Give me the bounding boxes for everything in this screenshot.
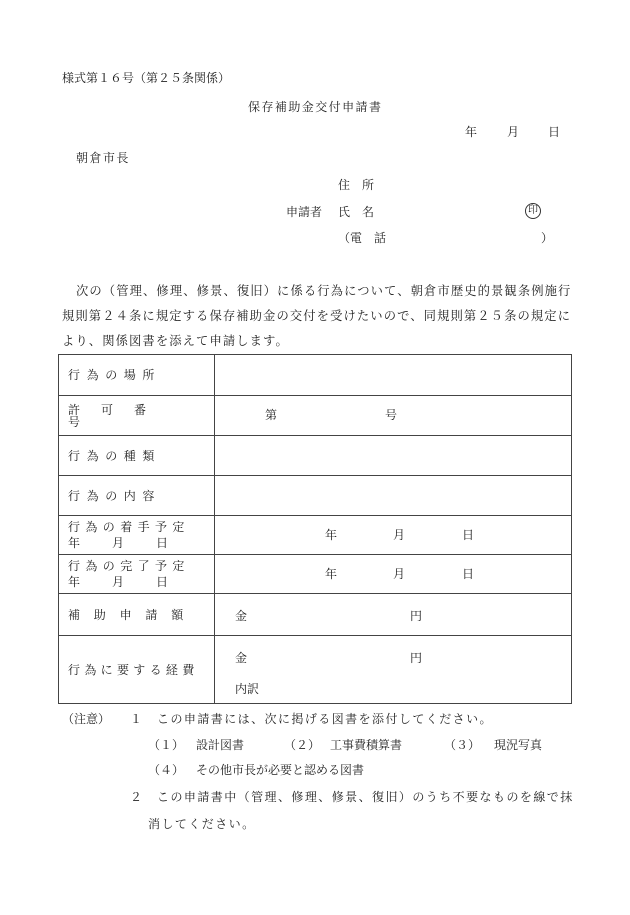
body-line-3: より、関係図書を添えて申請します。 [62,334,289,348]
application-table [58,354,572,704]
form-title: 保存補助金交付申請書 [248,100,383,114]
cost-unit: 円 [410,651,423,665]
cost-prefix: 金 [235,651,248,665]
start-month: 月 [393,528,406,542]
permit-prefix: 第 [265,408,278,422]
content-label: 行為の内容 [59,476,215,516]
row-end [59,555,572,594]
cost-field[interactable] [215,636,572,704]
phone-close: ） [541,231,554,245]
subsidy-unit: 円 [410,609,423,623]
seal-mark: 印 [525,203,541,219]
end-day: 日 [462,567,475,581]
note-1-number: １ [130,712,143,726]
phone-label: （電 話 [338,231,387,245]
note-item-4-text: その他市長が必要と認める図書 [196,763,365,777]
permit-suffix: 号 [385,408,398,422]
form-number: 様式第１６号（第２５条関係） [62,71,231,85]
body-line-1: 次の（管理、修理、修景、復旧）に係る行為について、朝倉市歴史的景観条例施行 [76,284,572,298]
note-2-line-1: この申請書中（管理、修理、修景、復旧）のうち不要なものを線で抹 [157,790,574,804]
start-label-cell [59,516,215,555]
end-label-month: 月 [111,575,124,589]
note-2-line-2: 消してください。 [148,817,256,831]
type-label: 行為の種類 [59,436,215,476]
end-date-field[interactable] [215,555,572,594]
note-2-number: ２ [130,790,143,804]
end-label: 行為の完了予定 [68,559,190,573]
note-item-1-text: 設計図書 [196,738,245,752]
row-cost [59,636,572,704]
end-label-day: 日 [155,575,168,589]
subsidy-prefix: 金 [235,609,248,623]
cost-label: 行為に要する経費 [59,636,215,704]
addressee: 朝倉市長 [76,151,130,165]
row-permit [59,396,572,436]
date-year-label: 年 [465,125,478,139]
subsidy-field[interactable] [215,594,572,636]
note-item-4-number: （４） [148,763,185,777]
subsidy-label: 補助申請額 [59,594,215,636]
start-date-field[interactable] [215,516,572,555]
row-start [59,516,572,555]
permit-field[interactable] [215,396,572,436]
start-label-year: 年 [68,536,81,550]
row-type [59,436,572,476]
row-place [59,355,572,396]
note-item-1-number: （１） [148,738,185,752]
date-day-label: 日 [548,125,561,139]
end-month: 月 [393,567,406,581]
note-item-2-text: 工事費積算書 [330,738,403,752]
note-1-text: この申請書には、次に掲げる図書を添付してください。 [157,712,494,726]
row-content [59,476,572,516]
body-line-2: 規則第２４条に規定する保存補助金の交付を受けたいので、同規則第２５条の規定に [62,309,572,323]
note-item-3-text: 現況写真 [494,738,543,752]
start-year: 年 [325,528,338,542]
end-label-year: 年 [68,575,81,589]
start-label-day: 日 [155,536,168,550]
row-subsidy [59,594,572,636]
start-label: 行為の着手予定 [68,520,190,534]
address-label: 住 所 [338,178,375,192]
breakdown-label: 内訳 [235,682,260,696]
applicant-label: 申請者 [286,205,323,219]
content-field[interactable] [215,476,572,516]
note-item-2-number: （２） [284,738,321,752]
permit-label-cell [59,396,215,436]
place-label: 行為の場所 [59,355,215,396]
start-day: 日 [462,528,475,542]
start-label-month: 月 [111,536,124,550]
end-label-cell [59,555,215,594]
notes-heading: （注意） [62,712,111,726]
permit-label: 許可番号 [68,402,168,429]
end-year: 年 [325,567,338,581]
place-field[interactable] [215,355,572,396]
note-item-3-number: （３） [444,738,481,752]
name-label: 氏 名 [338,205,375,219]
date-month-label: 月 [507,125,520,139]
type-field[interactable] [215,436,572,476]
